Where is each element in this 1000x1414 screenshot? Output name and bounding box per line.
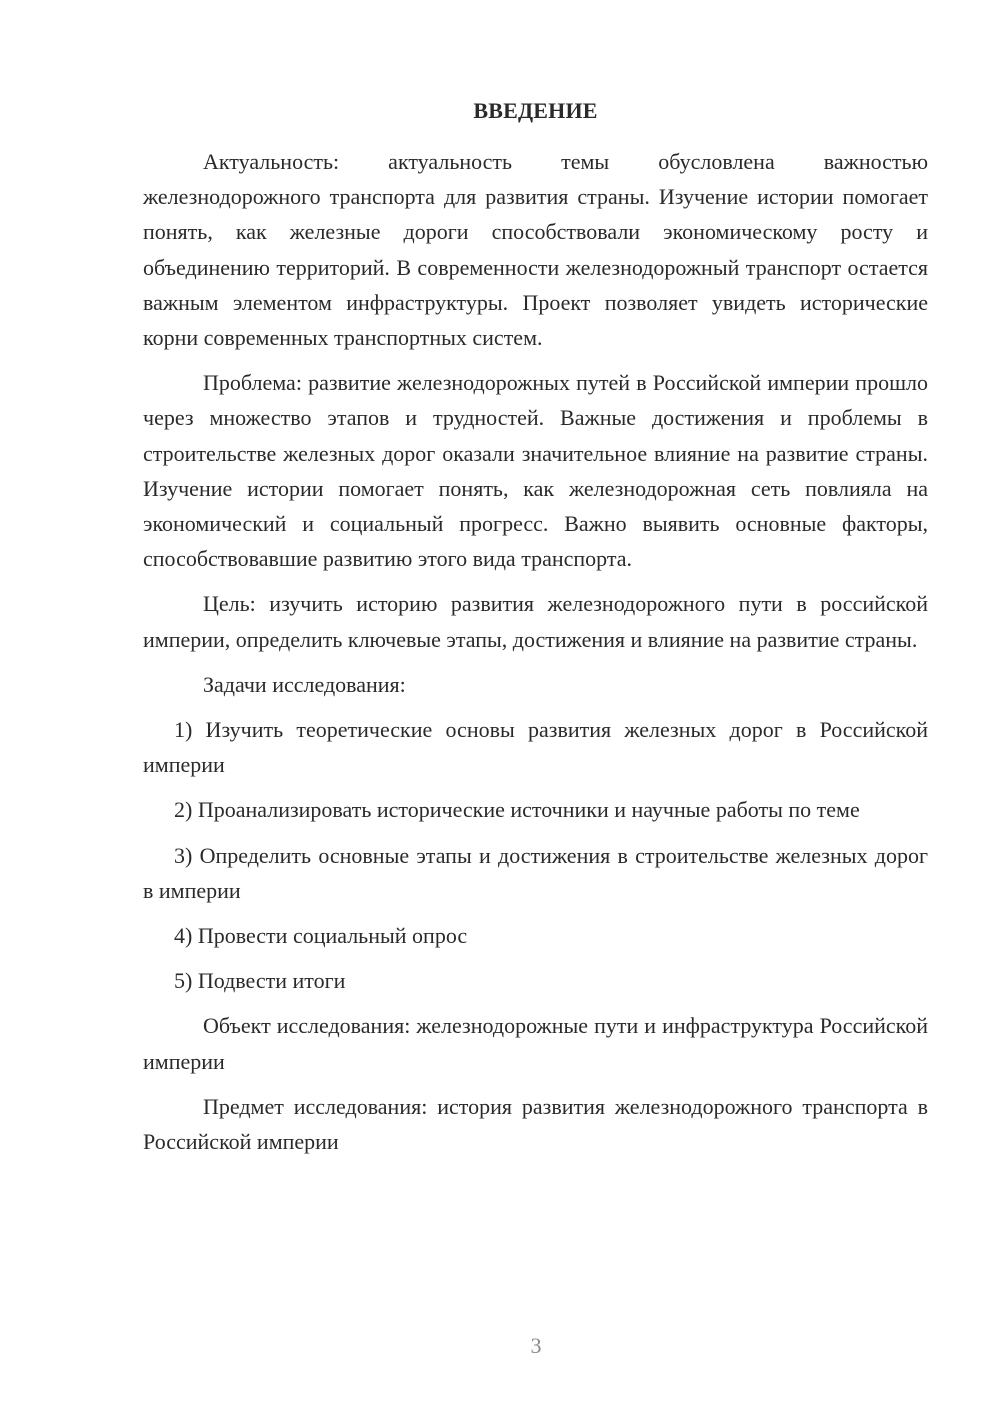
task-item: 5) Подвести итоги — [174, 968, 346, 994]
task-item: 1) Изучить теоретические основы развития железных дорог в Российской империи — [143, 717, 928, 778]
section-heading: ВВЕДЕНИЕ — [473, 98, 598, 123]
paragraph-subject: Предмет исследования: история развития железнодорожного транспорта в Российской империи — [143, 1093, 928, 1155]
tasks-title: Задачи исследования: — [203, 671, 406, 697]
paragraph-goal: Цель: изучить историю развития железнодорожного пути в российской империи, определить ключевые этапы, достижения и влияние на развитие страны. — [143, 591, 928, 652]
task-item: 2) Проанализировать исторические источники и научные работы по теме — [174, 797, 860, 823]
paragraph-relevance: Актуальность: актуальность темы обусловлена важностью железнодорожного транспорта для развития страны. Изучение истории помогает понять, как железные дороги способствовали экономическому росту и объединению территорий. В современности железнодорожный транспорт остается важным элементом инфраструктуры. Проект позволяет увидеть исторические корни современных транспортных систем. — [143, 149, 928, 351]
task-item: 3) Определить основные этапы и достижения в строительстве железных дорог в империи — [143, 842, 928, 903]
paragraph-problem: Проблема: развитие железнодорожных путей в Российской империи прошло через множество этапов и трудностей. Важные достижения и проблемы в строительстве железных дорог оказали значительное влияние на развитие страны. Изучение истории помогает понять, как железнодорожная сеть повлияла на экономический и социальный прогресс. Важно выявить основные факторы, способствовавшие развитию этого вида транспорта. — [143, 370, 928, 572]
task-item: 4) Провести социальный опрос — [174, 923, 468, 949]
page-number: 3 — [530, 1333, 542, 1358]
paragraph-object: Объект исследования: железнодорожные пути и инфраструктура Российской империи — [143, 1013, 928, 1074]
page-content — [143, 96, 928, 1169]
